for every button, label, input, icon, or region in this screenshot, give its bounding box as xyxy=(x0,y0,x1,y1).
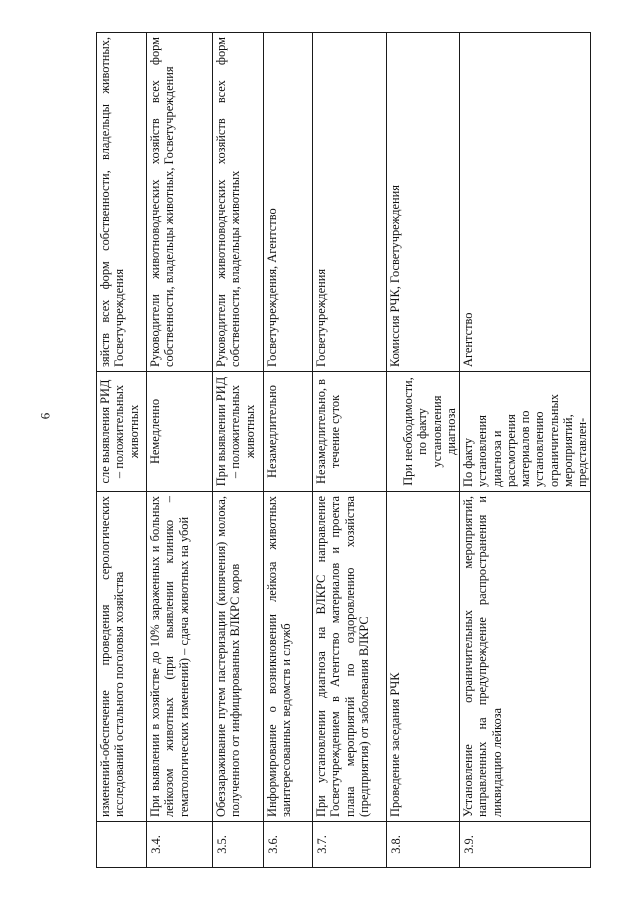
table-row xyxy=(264,33,313,868)
row-action: Информирование о возникновении лейкоза животных заинтересованных ведомств и служб xyxy=(264,492,313,822)
row-action: Проведение заседания РЧК xyxy=(387,492,460,822)
table-row xyxy=(97,33,147,868)
row-responsible: Руководители животноводческих хозяйств всех форм собственности, владельцы животных, Госветучреждения xyxy=(147,33,213,372)
row-responsible: Госветучреждения, Агентство xyxy=(264,33,313,372)
rotated-page-content xyxy=(96,33,590,868)
row-responsible: зяйств всех форм собственности, владельцы животных, Госветучреждения xyxy=(97,33,147,372)
row-action: При выявлении в хозяйстве до 10% зараженных и больных лейкозом животных (при выявлении клинико – гематологических изменений) – сдача животных на убой xyxy=(147,492,213,822)
row-term: Незамедлительно xyxy=(264,372,313,492)
row-action: Установление ограничительных мероприятий, направленных на предупреждение распространения и ликвидацию лейкоза xyxy=(460,492,591,822)
row-action: Обеззараживание путем пастеризации (кипячения) молока, полученного от инфицированных ВЛКРС коров xyxy=(213,492,264,822)
table-row xyxy=(387,33,460,868)
row-number: 3.4. xyxy=(147,822,213,868)
measures-table xyxy=(96,32,591,868)
row-number: 3.5. xyxy=(213,822,264,868)
row-term: По факту установления диагноза и рассмотрения материалов по установлению ограничительных мероприятий, представлен- xyxy=(460,372,591,492)
row-responsible: Руководители животноводческих хозяйств всех форм собственности, владельцы животных xyxy=(213,33,264,372)
row-term: Немедленно xyxy=(147,372,213,492)
row-term: При необходимости, по факту установления диагноза xyxy=(387,372,460,492)
row-term: При выявлении РИД – положительных животных xyxy=(213,372,264,492)
table-row xyxy=(213,33,264,868)
row-responsible: Госветучреждения xyxy=(313,33,387,372)
row-responsible: Комиссия РЧК, Госветучреждения xyxy=(387,33,460,372)
row-term: Незамедлительно, в течение суток xyxy=(313,372,387,492)
table-row xyxy=(147,33,213,868)
row-term: сле выявления РИД – положительных животных xyxy=(97,372,147,492)
row-number: 3.8. xyxy=(387,822,460,868)
row-number: 3.6. xyxy=(264,822,313,868)
row-number: 3.9. xyxy=(460,822,591,868)
row-number: 3.7. xyxy=(313,822,387,868)
table-row xyxy=(313,33,387,868)
row-number xyxy=(97,822,147,868)
table-row xyxy=(460,33,591,868)
row-action: При установлении диагноза на ВЛКРС направление Госветучреждением в Агентство материалов и проекта плана мероприятий по оздоровлению хозяйства (предприятия) от заболевания ВЛКРС xyxy=(313,492,387,822)
row-action: изменений-обеспечение проведения серологических исследований остального поголовья хозяйства xyxy=(97,492,147,822)
page-number: 6 xyxy=(37,412,53,420)
row-responsible: Агентство xyxy=(460,33,591,372)
